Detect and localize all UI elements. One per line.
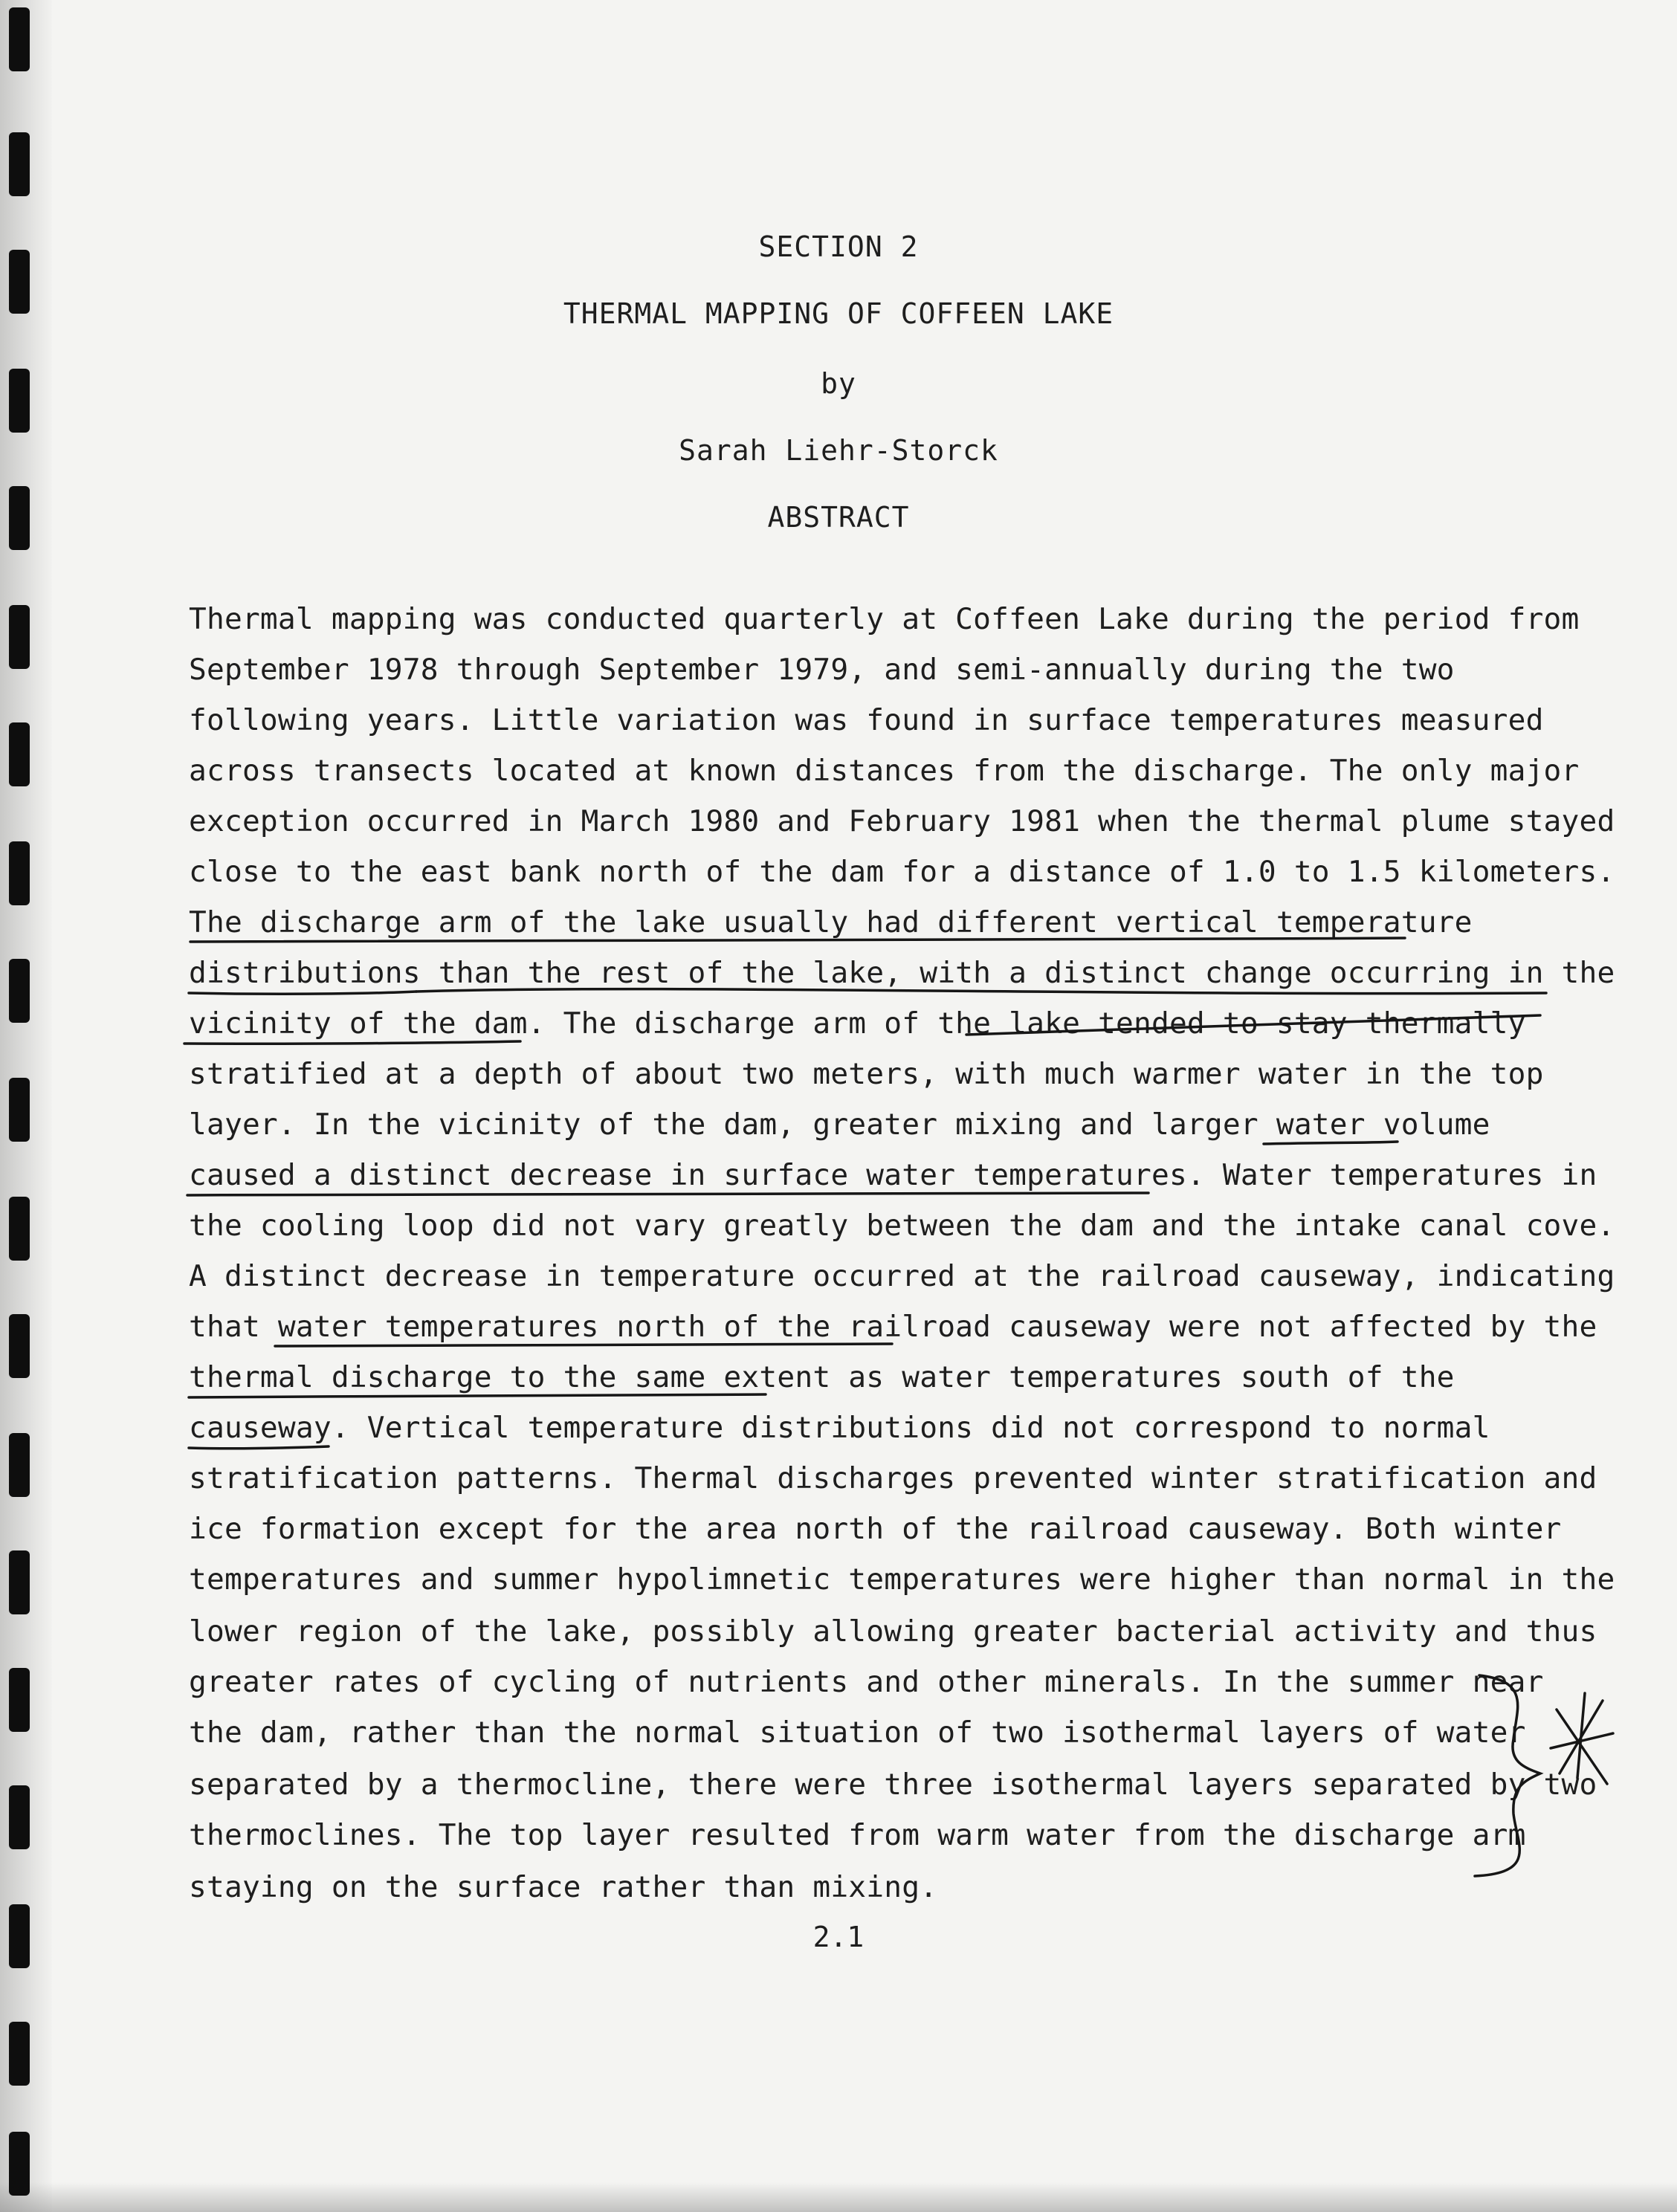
abstract-line: the cooling loop did not vary greatly between the dam and the intake canal cove. — [189, 1209, 1615, 1243]
abstract-line: Thermal mapping was conducted quarterly at Coffeen Lake during the period from — [189, 602, 1580, 636]
abstract-line: A distinct decrease in temperature occurred at the railroad causeway, indicating — [189, 1259, 1615, 1293]
pen-underline — [189, 1394, 766, 1397]
punch-hole — [9, 1078, 30, 1142]
abstract-line: temperatures and summer hypolimnetic temperatures were higher than normal in the — [189, 1562, 1615, 1597]
abstract-line: staying on the surface rather than mixing. — [189, 1870, 938, 1904]
punch-hole — [9, 841, 30, 905]
punch-hole — [9, 1668, 30, 1732]
abstract-line: layer. In the vicinity of the dam, greater mixing and larger water volume — [189, 1107, 1490, 1142]
abstract-line: separated by a thermocline, there were three isothermal layers separated by two — [189, 1768, 1597, 1802]
pen-star — [1560, 1701, 1603, 1773]
abstract-line: close to the east bank north of the dam for a distance of 1.0 to 1.5 kilometers. — [189, 855, 1615, 889]
abstract-line: across transects located at known distances from the discharge. The only major — [189, 754, 1580, 788]
abstract-line: exception occurred in March 1980 and February 1981 when the thermal plume stayed — [189, 804, 1615, 838]
abstract-line: following years. Little variation was found in surface temperatures measured — [189, 703, 1544, 737]
abstract-line: September 1978 through September 1979, and semi-annually during the two — [189, 653, 1455, 687]
pen-underline — [1264, 1142, 1398, 1144]
pen-star — [1551, 1733, 1613, 1748]
pen-underline — [187, 1193, 1148, 1195]
punch-hole — [9, 2022, 30, 2086]
abstract-line: stratified at a depth of about two meters, with much warmer water in the top — [189, 1057, 1544, 1091]
abstract-line: caused a distinct decrease in surface water temperatures. Water temperatures in — [189, 1158, 1597, 1192]
abstract-line: The discharge arm of the lake usually had different vertical temperature — [189, 905, 1473, 940]
abstract-line: distributions than the rest of the lake, with a distinct change occurring in the — [189, 956, 1615, 990]
abstract-line: ice formation except for the area north of the railroad causeway. Both winter — [189, 1512, 1562, 1546]
pen-star — [1577, 1693, 1585, 1778]
abstract-line: that water temperatures north of the railroad causeway were not affected by the — [189, 1310, 1597, 1344]
abstract-line: thermal discharge to the same extent as water temperatures south of the — [189, 1360, 1455, 1394]
punch-hole — [9, 7, 30, 71]
abstract-line: the dam, rather than the normal situation of two isothermal layers of water — [189, 1715, 1526, 1750]
pen-underline — [184, 1041, 520, 1044]
pen-underline — [189, 992, 416, 994]
punch-hole — [9, 1314, 30, 1378]
pen-underline — [275, 1344, 892, 1346]
abstract-line: lower region of the lake, possibly allowing greater bacterial activity and thus — [189, 1614, 1597, 1649]
punch-hole — [9, 605, 30, 669]
punch-hole — [9, 1197, 30, 1261]
punch-hole — [9, 132, 30, 196]
punch-hole — [9, 1433, 30, 1497]
punch-hole — [9, 1785, 30, 1849]
section-label: SECTION 2 — [758, 230, 919, 263]
punch-hole — [9, 722, 30, 786]
abstract-line: causeway. Vertical temperature distributions did not correspond to normal — [189, 1411, 1490, 1445]
document-title: THERMAL MAPPING OF COFFEEN LAKE — [563, 297, 1114, 330]
page-number: 2.1 — [812, 1921, 865, 1953]
abstract-line: greater rates of cycling of nutrients and other minerals. In the summer near — [189, 1665, 1544, 1699]
punch-hole — [9, 2132, 30, 2196]
abstract-heading: ABSTRACT — [767, 501, 910, 534]
abstract-line: thermoclines. The top layer resulted from warm water from the discharge arm — [189, 1818, 1526, 1852]
bottom-edge-shadow — [0, 2182, 1677, 2212]
byline-by: by — [821, 367, 856, 400]
author-name: Sarah Liehr-Storck — [679, 434, 998, 467]
punch-hole — [9, 1550, 30, 1614]
pen-underline — [189, 1446, 329, 1449]
abstract-line: vicinity of the dam. The discharge arm of the lake tended to stay thermally — [189, 1006, 1526, 1041]
punch-hole — [9, 959, 30, 1023]
abstract-line: stratification patterns. Thermal discharges prevented winter stratification and — [189, 1461, 1597, 1495]
